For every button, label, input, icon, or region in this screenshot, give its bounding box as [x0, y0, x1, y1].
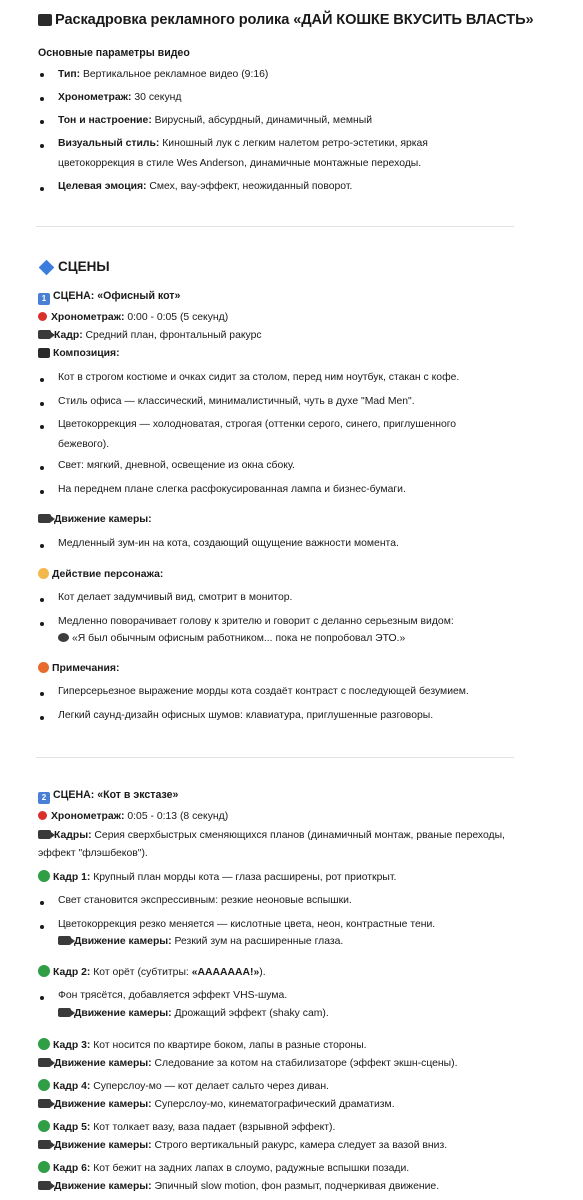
scene2-frames-cont: эффект "флэшбеков").	[38, 848, 148, 859]
camera-icon	[38, 830, 51, 839]
video-camera-icon	[38, 1181, 51, 1190]
divider	[36, 226, 514, 227]
frame1-camera: Движение камеры: Резкий зум на расширенные глаза.	[58, 935, 343, 949]
camera-item: Медленный зум-ин на кота, создающий ощущение важности момента.	[58, 538, 399, 549]
scene1-camera-label: Движение камеры:	[38, 513, 152, 527]
comp-item: Стиль офиса — классический, минималистичный, чуть в духе "Mad Men".	[58, 396, 415, 407]
scene1-notes-label: Примечания:	[38, 662, 119, 676]
bullet	[40, 925, 44, 929]
bullet	[40, 544, 44, 548]
scene2-frame1: Кадр 1: Крупный план морды кота — глаза расширены, рот приоткрыт.	[38, 870, 396, 885]
scene2-frame4: Кадр 4: Суперслоу-мо — кот делает сальто через диван.	[38, 1079, 329, 1094]
explosion-icon	[38, 662, 49, 673]
param-type: Тип: Вертикальное рекламное видео (9:16)	[58, 69, 269, 80]
param-tone: Тон и настроение: Вирусный, абсурдный, динамичный, мемный	[58, 115, 373, 126]
bullet	[40, 120, 44, 124]
blue-diamond-icon	[39, 260, 55, 276]
scene2-frame3: Кадр 3: Кот носится по квартире боком, лапы в разные стороны.	[38, 1038, 367, 1053]
scene2-frame5: Кадр 5: Кот толкает вазу, ваза падает (взрывной эффект).	[38, 1120, 335, 1135]
green-circle-icon	[38, 1161, 50, 1173]
bullet	[40, 378, 44, 382]
action-item: Кот делает задумчивый вид, смотрит в монитор.	[58, 592, 293, 603]
frame3-camera: Движение камеры: Следование за котом на стабилизаторе (эффект экшн-сцены).	[38, 1057, 457, 1071]
comp-item: Цветокоррекция — холодноватая, строгая (оттенки серого, синего, приглушенного бежевого).	[58, 419, 457, 450]
pin-icon	[38, 811, 47, 820]
comp-item: Свет: мягкий, дневной, освещение из окна сбоку.	[58, 460, 295, 471]
comp-item: На переднем плане слегка расфокусированная лампа и бизнес-бумаги.	[58, 484, 406, 495]
scene1-timing: Хронометраж: 0:00 - 0:05 (5 секунд)	[38, 311, 228, 325]
bullet	[40, 73, 44, 77]
clapperboard-icon	[38, 14, 52, 26]
bullet	[40, 692, 44, 696]
action-item: Медленно поворачивает голову к зрителю и говорит с деланно серьезным видом:	[58, 616, 454, 627]
camera-icon	[38, 330, 51, 339]
param-visual-style: Визуальный стиль: Киношный лук с легким налетом ретро-эстетики, яркая цветокоррекция в стиле Wes Anderson, динамичные монтажные переходы.	[58, 138, 428, 169]
scene2-timing: Хронометраж: 0:05 - 0:13 (8 секунд)	[38, 810, 228, 824]
comp-item: Кот в строгом костюме и очках сидит за столом, перед ним ноутбук, стакан с кофе.	[58, 372, 460, 383]
document-title: Раскадровка рекламного ролика «ДАЙ КОШКЕ ВКУСИТЬ ВЛАСТЬ»	[38, 12, 533, 28]
pin-icon	[38, 312, 47, 321]
scene2-frames: Кадры: Серия сверхбыстрых сменяющихся планов (динамичный монтаж, рваные переходы,	[38, 829, 505, 843]
scene2-frame6: Кадр 6: Кот бежит на задних лапах в слоумо, радужные вспышки позади.	[38, 1161, 409, 1176]
scene2-frame2: Кадр 2: Кот орёт (субтитры: «ААААААА!»).	[38, 965, 266, 980]
notes-item: Гиперсерьезное выражение морды кота создаёт контраст с последующей безумием.	[58, 686, 469, 697]
green-circle-icon	[38, 965, 50, 977]
scene1-action-label: Действие персонажа:	[38, 568, 163, 582]
scene1-title: 1 СЦЕНА: «Офисный кот»	[38, 290, 180, 305]
green-circle-icon	[38, 870, 50, 882]
green-circle-icon	[38, 1120, 50, 1132]
video-camera-icon	[58, 1008, 71, 1017]
video-camera-icon	[38, 1058, 51, 1067]
video-camera-icon	[38, 514, 51, 523]
bullet	[40, 716, 44, 720]
bullet	[40, 402, 44, 406]
scenes-title: СЦЕНЫ	[38, 259, 110, 274]
bullet	[40, 144, 44, 148]
notes-item: Легкий саунд-дизайн офисных шумов: клавиатура, приглушенные разговоры.	[58, 710, 434, 721]
frame4-camera: Движение камеры: Суперслоу-мо, кинематографический драматизм.	[38, 1098, 395, 1112]
bullet	[40, 490, 44, 494]
bullet	[40, 598, 44, 602]
params-heading: Основные параметры видео	[38, 47, 190, 59]
bullet	[40, 425, 44, 429]
frame2-item: Фон трясётся, добавляется эффект VHS-шума.	[58, 990, 288, 1001]
speech-bubble-icon	[58, 633, 69, 642]
frame1-item: Цветокоррекция резко меняется — кислотные цвета, неон, контрастные тени.	[58, 919, 436, 930]
video-camera-icon	[58, 936, 71, 945]
frame6-camera: Движение камеры: Эпичный slow motion, фон размыт, подчеркивая движение.	[38, 1180, 439, 1194]
scene1-frame: Кадр: Средний план, фронтальный ракурс	[38, 329, 262, 343]
clapperboard-icon	[38, 348, 50, 358]
cat-face-icon	[38, 568, 49, 579]
scene1-composition-label: Композиция:	[38, 347, 120, 361]
green-circle-icon	[38, 1079, 50, 1091]
number-one-icon: 1	[38, 293, 50, 305]
scene2-title: 2 СЦЕНА: «Кот в экстазе»	[38, 789, 178, 804]
green-circle-icon	[38, 1038, 50, 1050]
divider	[36, 757, 514, 758]
frame2-camera: Движение камеры: Дрожащий эффект (shaky cam).	[58, 1007, 329, 1021]
bullet	[40, 996, 44, 1000]
number-two-icon: 2	[38, 792, 50, 804]
bullet	[40, 901, 44, 905]
bullet	[40, 622, 44, 626]
video-camera-icon	[38, 1099, 51, 1108]
param-duration: Хронометраж: 30 секунд	[58, 92, 182, 103]
param-emotion: Целевая эмоция: Смех, вау-эффект, неожиданный поворот.	[58, 181, 353, 192]
scene1-quote: «Я был обычным офисным работником... пока не попробовал ЭТО.»	[58, 632, 405, 646]
frame1-item: Свет становится экспрессивным: резкие неоновые вспышки.	[58, 895, 352, 906]
bullet	[40, 466, 44, 470]
video-camera-icon	[38, 1140, 51, 1149]
bullet	[40, 97, 44, 101]
bullet	[40, 187, 44, 191]
frame5-camera: Движение камеры: Строго вертикальный ракурс, камера следует за вазой вниз.	[38, 1139, 447, 1153]
